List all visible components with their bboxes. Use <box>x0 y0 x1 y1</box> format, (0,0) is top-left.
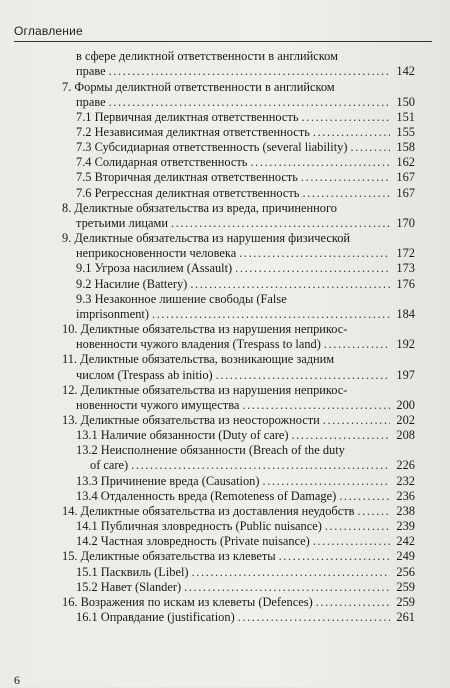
leader-dots <box>152 307 390 322</box>
toc-page-number: 172 <box>396 246 415 260</box>
toc-entry-text: 15. Деликтные обязательства из клеветы <box>62 549 276 563</box>
toc-entry <box>76 110 415 125</box>
leader-dots <box>239 246 390 261</box>
toc-entry <box>76 49 415 64</box>
header-rule <box>14 41 432 42</box>
toc-entry <box>76 489 415 504</box>
toc-entry <box>62 383 415 398</box>
toc-page-number: 226 <box>396 458 415 472</box>
toc-entry-text: 13.4 Отдаленность вреда (Remoteness of Damage) <box>76 489 337 503</box>
toc-entry-text: 7.1 Первичная деликтная ответственность <box>76 110 299 124</box>
toc-page-number: 249 <box>396 549 415 563</box>
toc-entry <box>62 201 415 216</box>
toc-entry <box>76 125 415 140</box>
toc-entry-text: 15.2 Навет (Slander) <box>76 580 182 594</box>
toc-entry-text: 13. Деликтные обязательства из неосторожности <box>62 413 320 427</box>
toc-entry <box>90 458 415 473</box>
toc-entry-text: 7.5 Вторичная деликтная ответственность <box>76 170 298 184</box>
toc-entry-text: 12. Деликтные обязательства из нарушения неприкос- <box>62 383 348 397</box>
toc-entry-text: 14. Деликтные обязательства из доставления неудобств <box>62 504 355 518</box>
leader-dots <box>316 595 390 610</box>
toc-page-number: 162 <box>396 155 415 169</box>
toc-entry <box>76 565 415 580</box>
leader-dots <box>109 95 390 110</box>
leader-dots <box>171 216 390 231</box>
leader-dots <box>279 549 390 564</box>
toc-entry-text: праве <box>76 95 106 109</box>
leader-dots <box>190 277 390 292</box>
leader-dots <box>313 125 390 140</box>
page-number: 6 <box>14 673 20 687</box>
toc-entry-text: третьими лицами <box>76 216 168 230</box>
toc-entry <box>62 80 415 95</box>
toc-entry <box>62 413 415 428</box>
toc-page-number: 261 <box>396 610 415 624</box>
toc-entry-text: 7.2 Независимая деликтная ответственность <box>76 125 310 139</box>
toc-page-number: 158 <box>396 140 415 154</box>
toc-entry <box>76 580 415 595</box>
toc-entry-text: 7. Формы деликтной ответственности в английском <box>62 80 335 94</box>
toc-entry <box>76 64 415 79</box>
toc-entry <box>76 337 415 352</box>
toc-entry <box>62 322 415 337</box>
toc-page-number: 167 <box>396 186 415 200</box>
toc-entry <box>62 504 415 519</box>
toc-page-number: 200 <box>396 398 415 412</box>
toc-entry-text: 7.4 Солидарная ответственность <box>76 155 248 169</box>
toc-entry <box>76 428 415 443</box>
toc-page-number: 238 <box>396 504 415 518</box>
toc-entry-text: в сфере деликтной ответственности в английском <box>76 49 338 63</box>
leader-dots <box>109 64 390 79</box>
toc-entry-text: 16.1 Оправдание (justification) <box>76 610 235 624</box>
toc-entry <box>62 231 415 246</box>
toc-entry <box>76 443 415 458</box>
toc-entry <box>76 474 415 489</box>
leader-dots <box>313 534 390 549</box>
leader-dots <box>131 458 390 473</box>
leader-dots <box>192 565 390 580</box>
toc-entry <box>76 398 415 413</box>
toc-entry <box>76 519 415 534</box>
toc-page-number: 192 <box>396 337 415 351</box>
toc-entry-text: 15.1 Пасквиль (Libel) <box>76 565 189 579</box>
toc-page-number: 259 <box>396 580 415 594</box>
toc-page-number: 150 <box>396 95 415 109</box>
toc-entry-text: новенности чужого имущества <box>76 398 240 412</box>
toc-entry <box>76 277 415 292</box>
toc-entry <box>62 549 415 564</box>
toc-page-number: 239 <box>396 519 415 533</box>
toc-entry-text: 13.3 Причинение вреда (Causation) <box>76 474 260 488</box>
toc-entry <box>76 534 415 549</box>
leader-dots <box>350 140 390 155</box>
toc-page-number: 176 <box>396 277 415 291</box>
toc-page-number: 256 <box>396 565 415 579</box>
toc-entry-text: 11. Деликтные обязательства, возникающие задним <box>62 352 335 366</box>
leader-dots <box>357 504 390 519</box>
toc-page-number: 259 <box>396 595 415 609</box>
toc-entry-text: числом (Trespass ab initio) <box>76 368 213 382</box>
toc-entry-text: 9.1 Угроза насилием (Assault) <box>76 261 233 275</box>
leader-dots <box>339 489 390 504</box>
leader-dots <box>250 155 390 170</box>
toc-entry <box>62 352 415 367</box>
toc-entry <box>76 140 415 155</box>
toc-entry <box>76 216 415 231</box>
toc-entry-text: 9. Деликтные обязательства из нарушения физической <box>62 231 351 245</box>
leader-dots <box>235 261 390 276</box>
leader-dots <box>301 170 390 185</box>
toc-entry <box>76 170 415 185</box>
toc-entry-text: неприкосновенности человека <box>76 246 237 260</box>
toc-entry-text: 13.1 Наличие обязанности (Duty of care) <box>76 428 289 442</box>
toc-page-number: 167 <box>396 170 415 184</box>
toc-page-number: 151 <box>396 110 415 124</box>
leader-dots <box>302 186 390 201</box>
running-header: Оглавление <box>14 24 83 38</box>
toc-entry-text: 10. Деликтные обязательства из нарушения неприкос- <box>62 322 348 336</box>
leader-dots <box>324 337 390 352</box>
leader-dots <box>325 519 390 534</box>
toc-entry-text: новенности чужого владения (Trespass to land) <box>76 337 321 351</box>
toc-entry-text: of care) <box>90 458 129 472</box>
toc-entry <box>76 610 415 625</box>
toc-entry <box>76 368 415 383</box>
toc-entry-text: праве <box>76 64 106 78</box>
toc-page-number: 197 <box>396 368 415 382</box>
toc-entry-text: 7.3 Субсидиарная ответственность (several liability) <box>76 140 348 154</box>
toc-entry <box>76 95 415 110</box>
toc-page-number: 236 <box>396 489 415 503</box>
toc-entry-text: 14.1 Публичная зловредность (Public nuisance) <box>76 519 322 533</box>
leader-dots <box>242 398 390 413</box>
toc-page-number: 184 <box>396 307 415 321</box>
toc-entry-text: 16. Возражения по искам из клеветы (Defences) <box>62 595 313 609</box>
toc-page-number: 232 <box>396 474 415 488</box>
toc-entry-text: imprisonment) <box>76 307 149 321</box>
toc-entry-text: 13.2 Неисполнение обязанности (Breach of the duty <box>76 443 345 457</box>
toc-page-number: 142 <box>396 64 415 78</box>
toc-entry-text: 9.2 Насилие (Battery) <box>76 277 188 291</box>
toc-entry-text: 8. Деликтные обязательства из вреда, причиненного <box>62 201 337 215</box>
leader-dots <box>263 474 391 489</box>
leader-dots <box>302 110 391 125</box>
toc-page-number: 173 <box>396 261 415 275</box>
toc-entry <box>76 186 415 201</box>
toc-entry <box>76 292 415 307</box>
leader-dots <box>323 413 390 428</box>
toc-entry-text: 14.2 Частная зловредность (Private nuisance) <box>76 534 310 548</box>
toc-page-number: 202 <box>396 413 415 427</box>
toc-entry <box>76 246 415 261</box>
toc-page-number: 155 <box>396 125 415 139</box>
toc-entry <box>62 595 415 610</box>
toc-page-number: 170 <box>396 216 415 230</box>
toc-page-number: 242 <box>396 534 415 548</box>
leader-dots <box>216 368 390 383</box>
leader-dots <box>291 428 390 443</box>
toc-entry-text: 9.3 Незаконное лишение свободы (False <box>76 292 287 306</box>
leader-dots <box>184 580 390 595</box>
toc-page-number: 208 <box>396 428 415 442</box>
toc-entry <box>76 261 415 276</box>
toc-entry-text: 7.6 Регрессная деликтная ответственность <box>76 186 300 200</box>
toc-entry <box>76 307 415 322</box>
leader-dots <box>238 610 390 625</box>
toc-entry <box>76 155 415 170</box>
